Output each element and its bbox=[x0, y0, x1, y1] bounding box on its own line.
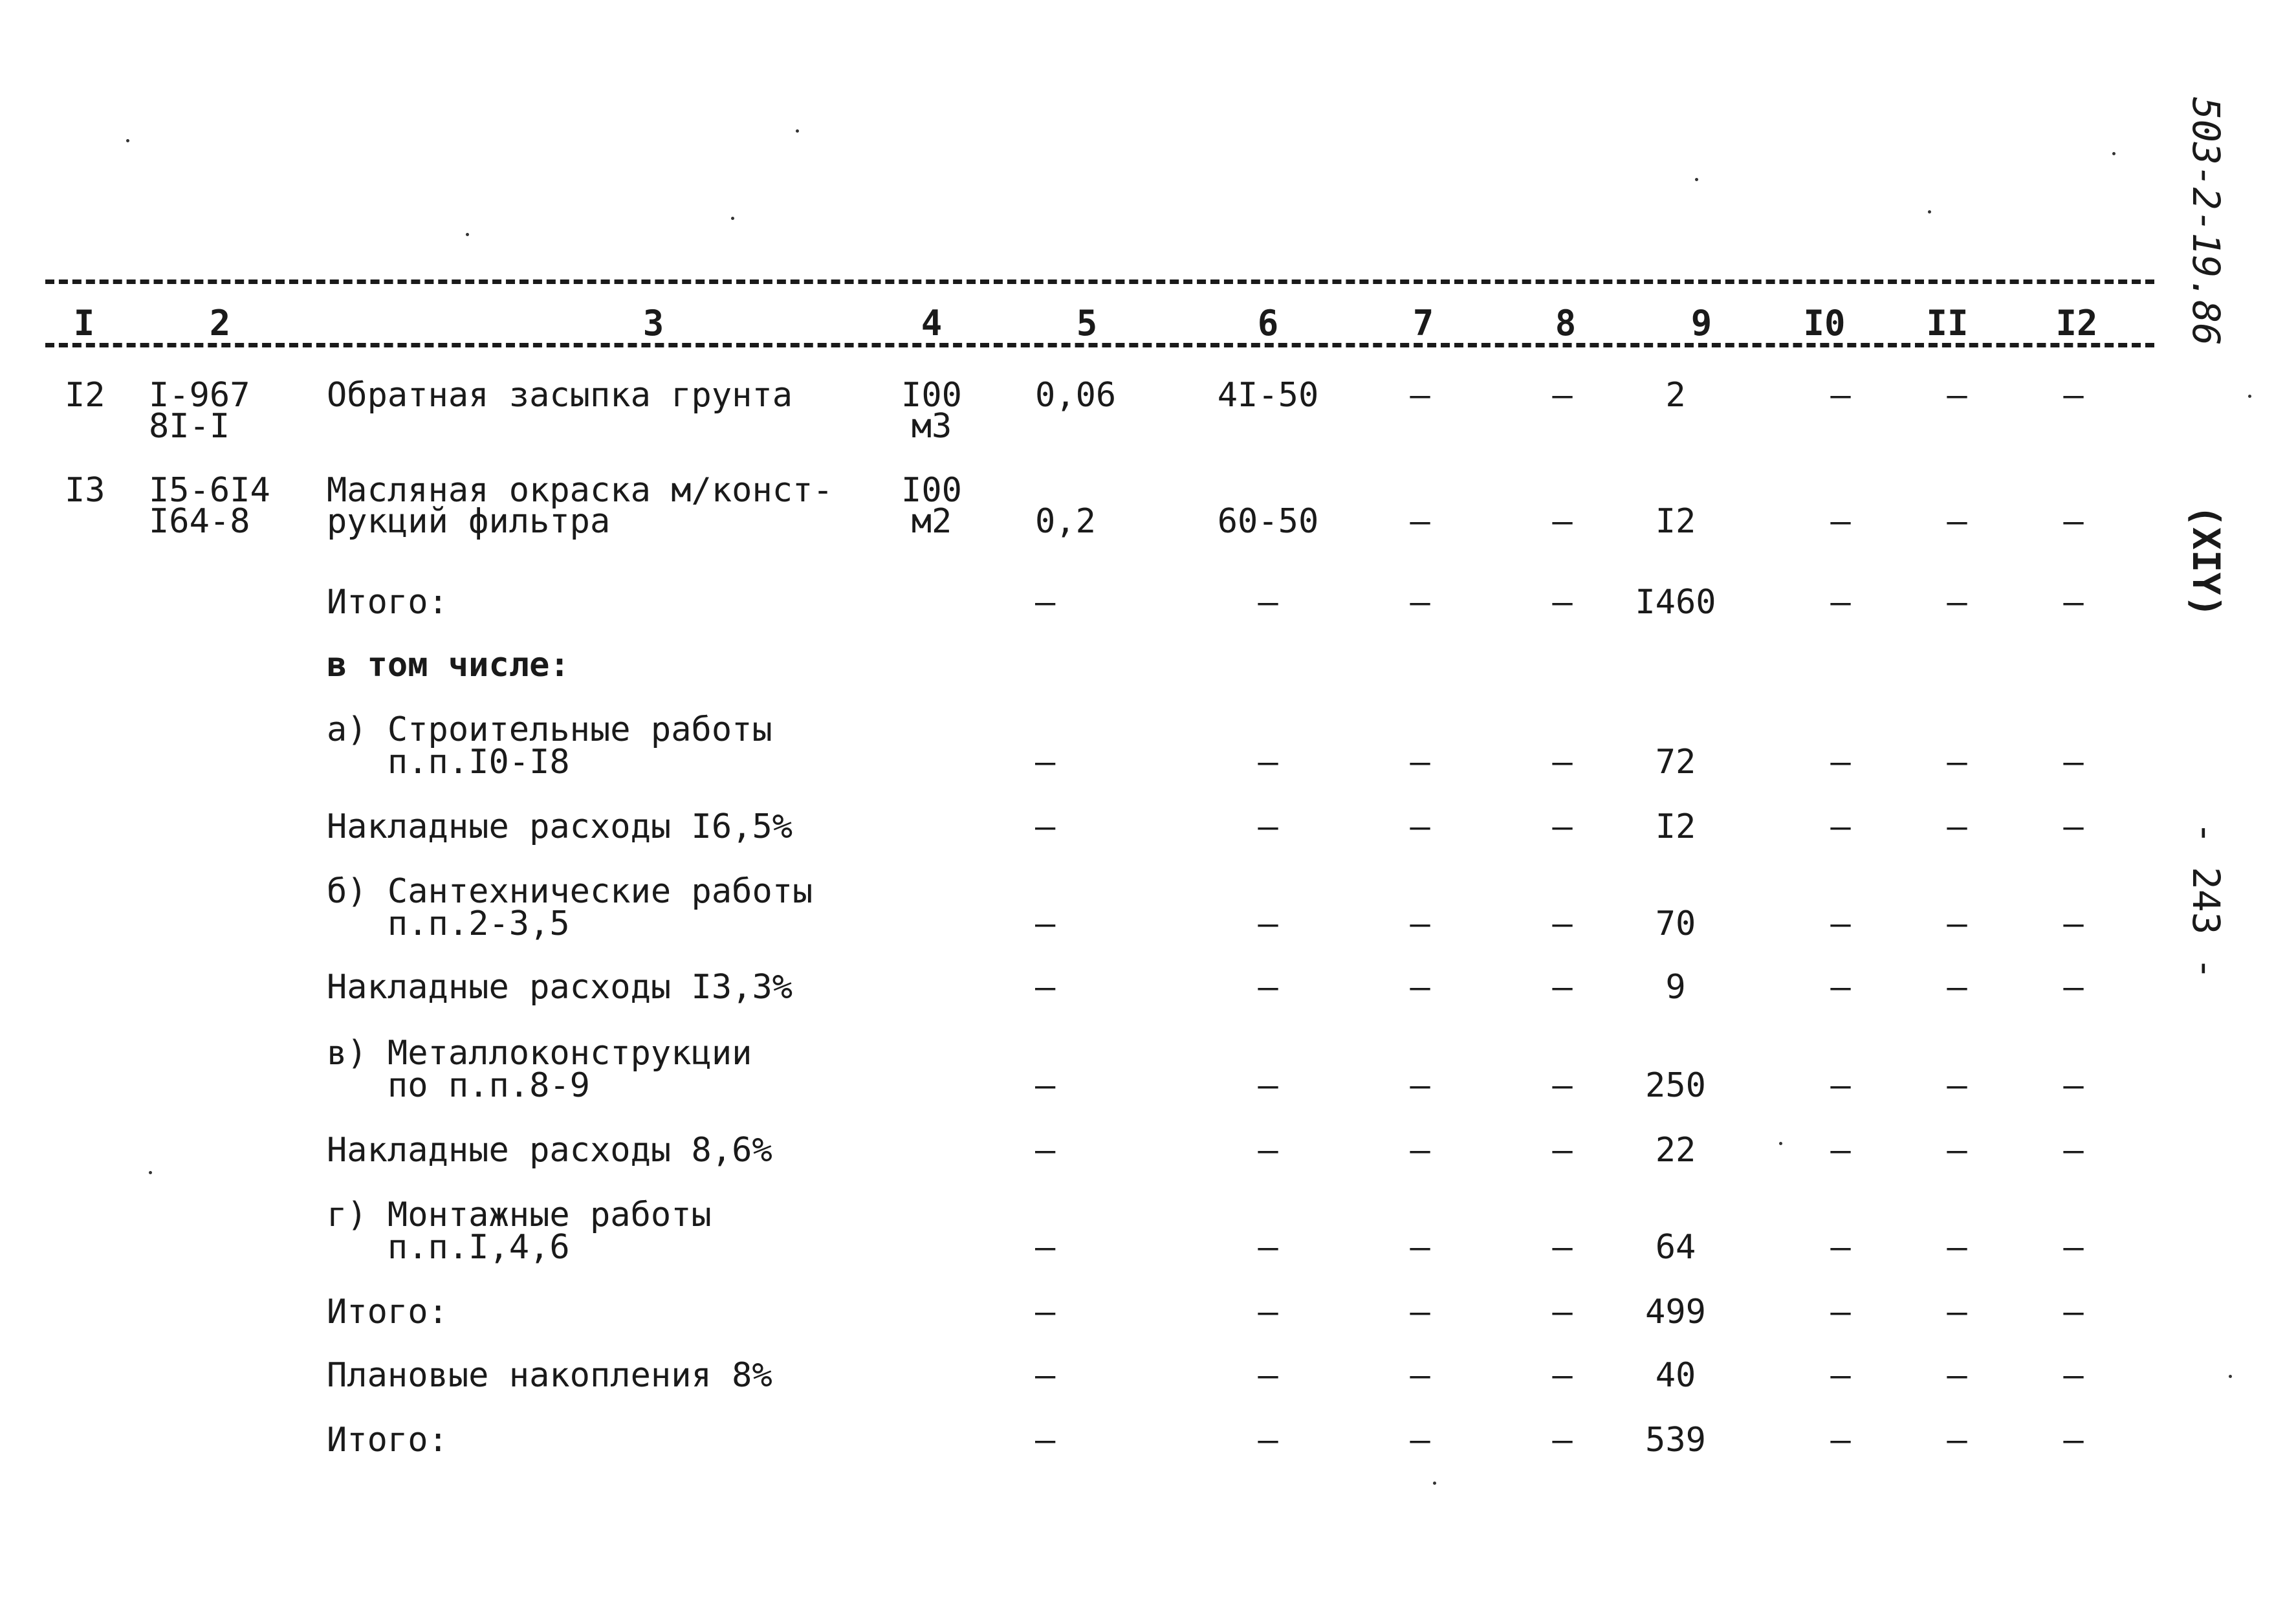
summary-col-10: – bbox=[1830, 968, 1851, 1007]
summary-col-9: 9 bbox=[1665, 968, 1686, 1007]
summary-col-5: – bbox=[1035, 1131, 1056, 1170]
summary-label: в том числе: bbox=[327, 646, 570, 684]
item-col-11: – bbox=[1947, 502, 1967, 541]
section-marker: (XIY) bbox=[2184, 505, 2228, 618]
summary-col-8: – bbox=[1552, 1228, 1573, 1267]
summary-col-5: – bbox=[1035, 583, 1056, 622]
header-top-rule bbox=[45, 279, 2154, 284]
summary-col-9: 64 bbox=[1655, 1228, 1696, 1267]
col-header-3: 3 bbox=[642, 303, 664, 344]
summary-col-11: – bbox=[1947, 1131, 1967, 1170]
summary-col-12: – bbox=[2063, 807, 2084, 846]
summary-col-6: – bbox=[1258, 743, 1278, 782]
col-header-2: 2 bbox=[209, 303, 231, 344]
item-col-11: – bbox=[1947, 376, 1967, 415]
summary-col-8: – bbox=[1552, 583, 1573, 622]
summary-col-7: – bbox=[1410, 1066, 1430, 1105]
page-number: - 243 - bbox=[2184, 822, 2228, 980]
summary-col-7: – bbox=[1410, 1293, 1430, 1331]
col-header-8: 8 bbox=[1555, 303, 1577, 344]
summary-col-6: – bbox=[1258, 968, 1278, 1007]
summary-col-6: – bbox=[1258, 1131, 1278, 1170]
col-header-7: 7 bbox=[1412, 303, 1434, 344]
summary-label-line: п.п.I,4,6 bbox=[327, 1228, 570, 1267]
summary-col-5: – bbox=[1035, 968, 1056, 1007]
summary-col-12: – bbox=[2063, 1356, 2084, 1395]
col-header-9: 9 bbox=[1690, 303, 1712, 344]
item-name-line: Масляная окраска м/конст- bbox=[327, 471, 833, 510]
item-unit-line: I00 bbox=[901, 376, 962, 415]
summary-col-7: – bbox=[1410, 583, 1430, 622]
summary-col-12: – bbox=[2063, 1131, 2084, 1170]
summary-col-5: – bbox=[1035, 1356, 1056, 1395]
summary-col-11: – bbox=[1947, 583, 1967, 622]
summary-col-8: – bbox=[1552, 1131, 1573, 1170]
summary-col-8: – bbox=[1552, 807, 1573, 846]
summary-label-line: г) Монтажные работы bbox=[327, 1196, 712, 1234]
summary-col-12: – bbox=[2063, 1421, 2084, 1460]
summary-col-11: – bbox=[1947, 807, 1967, 846]
scan-speck bbox=[731, 217, 734, 220]
summary-col-11: – bbox=[1947, 1228, 1967, 1267]
scan-speck bbox=[2229, 1375, 2232, 1378]
summary-col-10: – bbox=[1830, 1131, 1851, 1170]
summary-label: Итого: bbox=[327, 1293, 448, 1331]
scan-speck bbox=[149, 1171, 152, 1174]
summary-col-5: – bbox=[1035, 904, 1056, 943]
item-unit-line: I00 bbox=[901, 471, 962, 510]
summary-col-12: – bbox=[2063, 904, 2084, 943]
scan-speck bbox=[1928, 210, 1931, 213]
summary-col-10: – bbox=[1830, 1421, 1851, 1460]
summary-col-12: – bbox=[2063, 1228, 2084, 1267]
col-header-12: I2 bbox=[2055, 303, 2098, 344]
summary-col-6: – bbox=[1258, 904, 1278, 943]
summary-col-11: – bbox=[1947, 1066, 1967, 1105]
col-header-4: 4 bbox=[921, 303, 943, 344]
item-col-10: – bbox=[1830, 502, 1851, 541]
summary-col-7: – bbox=[1410, 904, 1430, 943]
header-bottom-rule bbox=[45, 343, 2154, 347]
summary-col-6: – bbox=[1258, 1421, 1278, 1460]
summary-label: Итого: bbox=[327, 583, 448, 622]
summary-col-7: – bbox=[1410, 807, 1430, 846]
summary-col-7: – bbox=[1410, 1356, 1430, 1395]
item-name-line: рукций фильтра bbox=[327, 502, 611, 541]
summary-label-line: а) Строительные работы bbox=[327, 710, 772, 749]
summary-col-10: – bbox=[1830, 743, 1851, 782]
summary-col-9: 72 bbox=[1655, 743, 1696, 782]
scan-speck bbox=[466, 233, 469, 236]
summary-label: Накладные расходы 8,6% bbox=[327, 1131, 772, 1170]
summary-col-6: – bbox=[1258, 1293, 1278, 1331]
summary-col-9: 499 bbox=[1645, 1293, 1706, 1331]
summary-col-5: – bbox=[1035, 1066, 1056, 1105]
summary-col-7: – bbox=[1410, 1228, 1430, 1267]
item-col-12: – bbox=[2063, 502, 2084, 541]
summary-col-9: I2 bbox=[1655, 807, 1696, 846]
summary-label-line: в) Металлоконструкции bbox=[327, 1034, 752, 1073]
summary-col-6: – bbox=[1258, 1356, 1278, 1395]
item-col-9: I2 bbox=[1655, 502, 1696, 541]
item-number: I2 bbox=[65, 376, 105, 415]
summary-col-7: – bbox=[1410, 1131, 1430, 1170]
summary-col-11: – bbox=[1947, 904, 1967, 943]
item-quantity: 0,06 bbox=[1035, 376, 1117, 415]
summary-col-6: – bbox=[1258, 807, 1278, 846]
document-code: 503-2-19.86 bbox=[2184, 97, 2228, 346]
summary-col-6: – bbox=[1258, 1228, 1278, 1267]
summary-col-5: – bbox=[1035, 1228, 1056, 1267]
summary-col-9: 22 bbox=[1655, 1131, 1696, 1170]
summary-col-9: 539 bbox=[1645, 1421, 1706, 1460]
summary-col-11: – bbox=[1947, 743, 1967, 782]
item-price: 60-50 bbox=[1217, 502, 1319, 541]
item-name: Обратная засыпка грунта bbox=[327, 376, 793, 415]
item-quantity: 0,2 bbox=[1035, 502, 1096, 541]
scan-speck bbox=[1695, 178, 1698, 181]
summary-label: Накладные расходы I6,5% bbox=[327, 807, 793, 846]
summary-col-8: – bbox=[1552, 1066, 1573, 1105]
summary-col-10: – bbox=[1830, 1066, 1851, 1105]
summary-col-8: – bbox=[1552, 1421, 1573, 1460]
summary-col-6: – bbox=[1258, 583, 1278, 622]
summary-label-line: по п.п.8-9 bbox=[327, 1066, 590, 1105]
summary-col-8: – bbox=[1552, 904, 1573, 943]
summary-col-9: I460 bbox=[1635, 583, 1716, 622]
summary-label-line: п.п.2-3,5 bbox=[327, 904, 570, 943]
scan-speck bbox=[1779, 1142, 1782, 1145]
summary-label-line: п.п.I0-I8 bbox=[327, 743, 570, 782]
scan-speck bbox=[126, 139, 129, 142]
summary-col-5: – bbox=[1035, 743, 1056, 782]
item-col-12: – bbox=[2063, 376, 2084, 415]
item-code-line: I64-8 bbox=[149, 502, 250, 541]
summary-col-9: 70 bbox=[1655, 904, 1696, 943]
item-code-line: I-967 bbox=[149, 376, 250, 415]
summary-col-10: – bbox=[1830, 1356, 1851, 1395]
summary-col-7: – bbox=[1410, 968, 1430, 1007]
item-price: 4I-50 bbox=[1217, 376, 1319, 415]
summary-col-10: – bbox=[1830, 904, 1851, 943]
summary-col-12: – bbox=[2063, 1066, 2084, 1105]
summary-label-line: б) Сантехнические работы bbox=[327, 872, 813, 911]
col-header-10: I0 bbox=[1803, 303, 1846, 344]
summary-col-12: – bbox=[2063, 968, 2084, 1007]
summary-col-8: – bbox=[1552, 743, 1573, 782]
summary-col-5: – bbox=[1035, 1293, 1056, 1331]
summary-label: Плановые накопления 8% bbox=[327, 1356, 772, 1395]
col-header-6: 6 bbox=[1257, 303, 1279, 344]
item-col-9: 2 bbox=[1665, 376, 1686, 415]
summary-col-10: – bbox=[1830, 807, 1851, 846]
col-header-11: II bbox=[1926, 303, 1969, 344]
summary-col-5: – bbox=[1035, 1421, 1056, 1460]
item-code-line: I5-6I4 bbox=[149, 471, 270, 510]
summary-col-7: – bbox=[1410, 743, 1430, 782]
summary-col-11: – bbox=[1947, 1421, 1967, 1460]
summary-col-6: – bbox=[1258, 1066, 1278, 1105]
summary-col-12: – bbox=[2063, 1293, 2084, 1331]
summary-col-10: – bbox=[1830, 583, 1851, 622]
scan-speck bbox=[796, 129, 799, 133]
item-col-8: – bbox=[1552, 376, 1573, 415]
summary-col-8: – bbox=[1552, 1356, 1573, 1395]
summary-col-9: 40 bbox=[1655, 1356, 1696, 1395]
item-col-8: – bbox=[1552, 502, 1573, 541]
summary-col-12: – bbox=[2063, 743, 2084, 782]
summary-col-7: – bbox=[1410, 1421, 1430, 1460]
scan-speck bbox=[2248, 395, 2251, 398]
summary-col-10: – bbox=[1830, 1228, 1851, 1267]
summary-label: Накладные расходы I3,3% bbox=[327, 968, 793, 1007]
summary-col-11: – bbox=[1947, 1356, 1967, 1395]
item-col-7: – bbox=[1410, 376, 1430, 415]
summary-col-10: – bbox=[1830, 1293, 1851, 1331]
summary-col-11: – bbox=[1947, 1293, 1967, 1331]
item-unit-line: м2 bbox=[911, 502, 952, 541]
summary-col-9: 250 bbox=[1645, 1066, 1706, 1105]
scan-speck bbox=[1433, 1482, 1436, 1485]
item-code-line: 8I-I bbox=[149, 407, 230, 446]
col-header-5: 5 bbox=[1076, 303, 1098, 344]
summary-col-8: – bbox=[1552, 968, 1573, 1007]
summary-col-8: – bbox=[1552, 1293, 1573, 1331]
summary-label: Итого: bbox=[327, 1421, 448, 1460]
summary-col-11: – bbox=[1947, 968, 1967, 1007]
item-unit-line: м3 bbox=[911, 407, 952, 446]
col-header-1: I bbox=[73, 303, 95, 344]
item-number: I3 bbox=[65, 471, 105, 510]
summary-col-12: – bbox=[2063, 583, 2084, 622]
item-col-10: – bbox=[1830, 376, 1851, 415]
item-col-7: – bbox=[1410, 502, 1430, 541]
summary-col-5: – bbox=[1035, 807, 1056, 846]
scan-speck bbox=[2112, 152, 2116, 155]
